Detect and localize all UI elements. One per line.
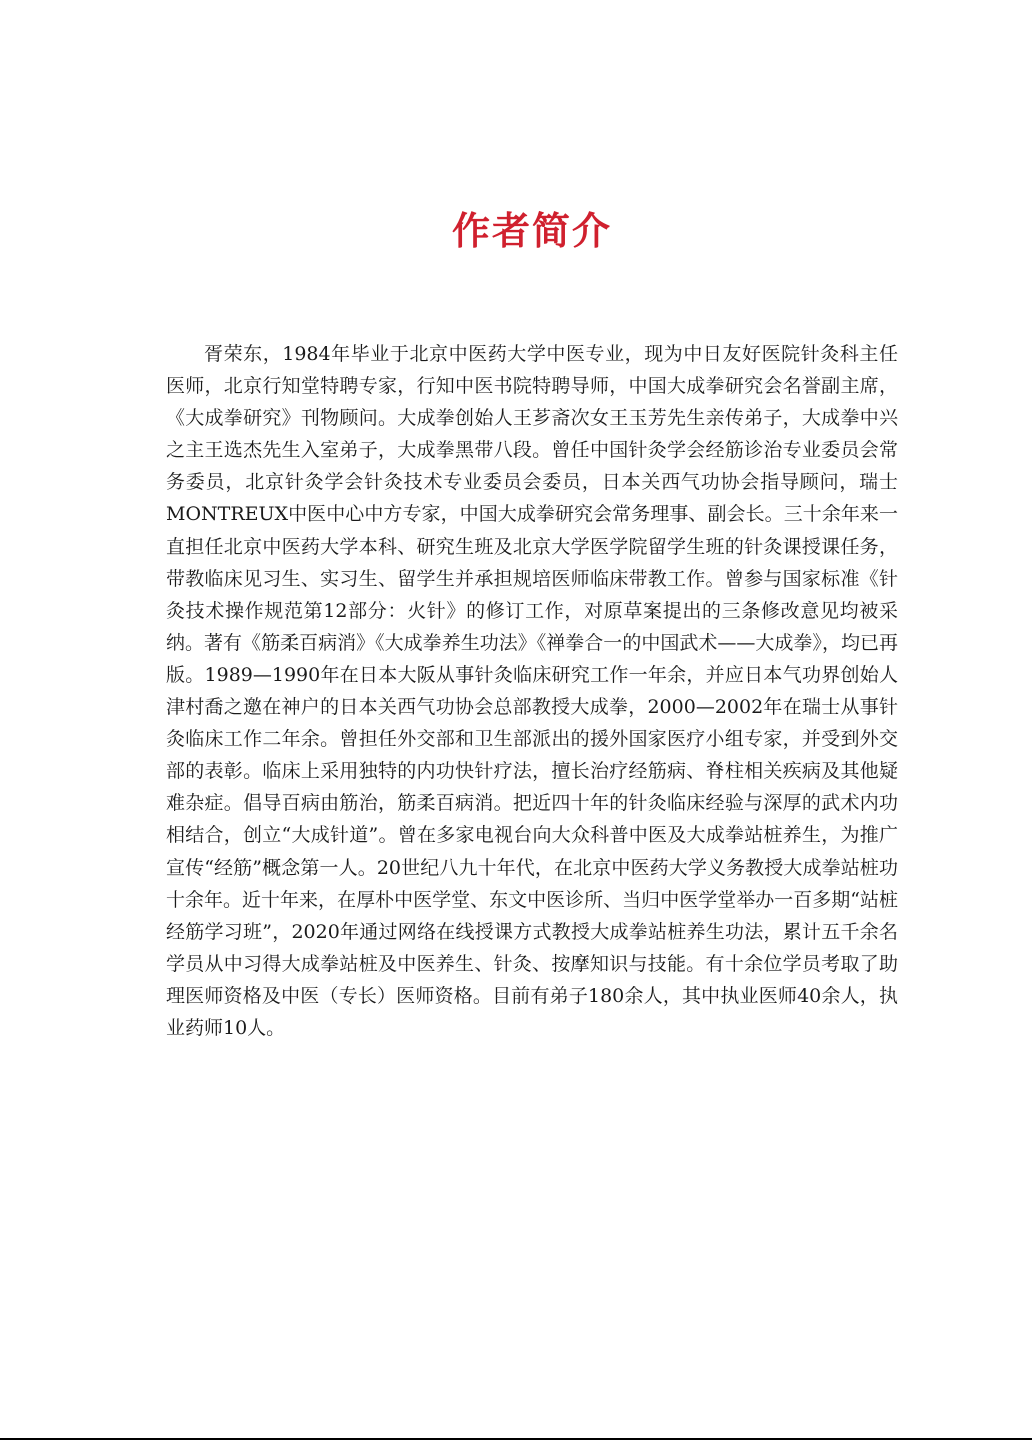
author-bio-paragraph: 胥荣东，1984年毕业于北京中医药大学中医专业，现为中日友好医院针灸科主任医师，北京行知堂特聘专家，行知中医书院特聘导师，中国大成拳研究会名誉副主席，《大成拳研究》刊物顾问。大成拳创始人王芗斋次女王玉芳先生亲传弟子，大成拳中兴之主王选杰先生入室弟子，大成拳黑带八段。曾任中国针灸学会经筋诊治专业委员会常务委员，北京针灸学会针灸技术专业委员会委员，日本关西气功协会指导顾问，瑞士MONTREUX中医中心中方专家，中国大成拳研究会常务理事、副会长。三十余年来一直担任北京中医药大学本科、研究生班及北京大学医学院留学生班的针灸课授课任务，带教临床见习生、实习生、留学生并承担规培医师临床带教工作。曾参与国家标准《针灸技术操作规范第12部分：火针》的修订工作，对原草案提出的三条修改意见均被采纳。著有《筋柔百病消》《大成拳养生功法》《禅拳合一的中国武术——大成拳》，均已再版。1989—1990年在日本大阪从事针灸临床研究工作一年余，并应日本气功界创始人津村喬之邀在神户的日本关西气功协会总部教授大成拳，2000—2002年在瑞士从事针灸临床工作二年余。曾担任外交部和卫生部派出的援外国家医疗小组专家，并受到外交部的表彰。临床上采用独特的内功快针疗法，擅长治疗经筋病、脊柱相关疾病及其他疑难杂症。倡导百病由筋治，筋柔百病消。把近四十年的针灸临床经验与深厚的武术内功相结合，创立“大成针道”。曾在多家电视台向大众科普中医及大成拳站桩养生，为推广宣传“经筋”概念第一人。20世纪八九十年代，在北京中医药大学义务教授大成拳站桩功十余年。近十年来，在厚朴中医学堂、东文中医诊所、当归中医学堂举办一百多期“站桩经筋学习班”，2020年通过网络在线授课方式教授大成拳站桩养生功法，累计五千余名学员从中习得大成拳站桩及中医养生、针灸、按摩知识与技能。有十余位学员考取了助理医师资格及中医（专长）医师资格。目前有弟子180余人，其中执业医师40余人，执业药师10人。 — [166, 343, 898, 1039]
page-title: 作者简介 — [451, 209, 612, 253]
page-bottom-rule — [0, 1438, 1032, 1440]
